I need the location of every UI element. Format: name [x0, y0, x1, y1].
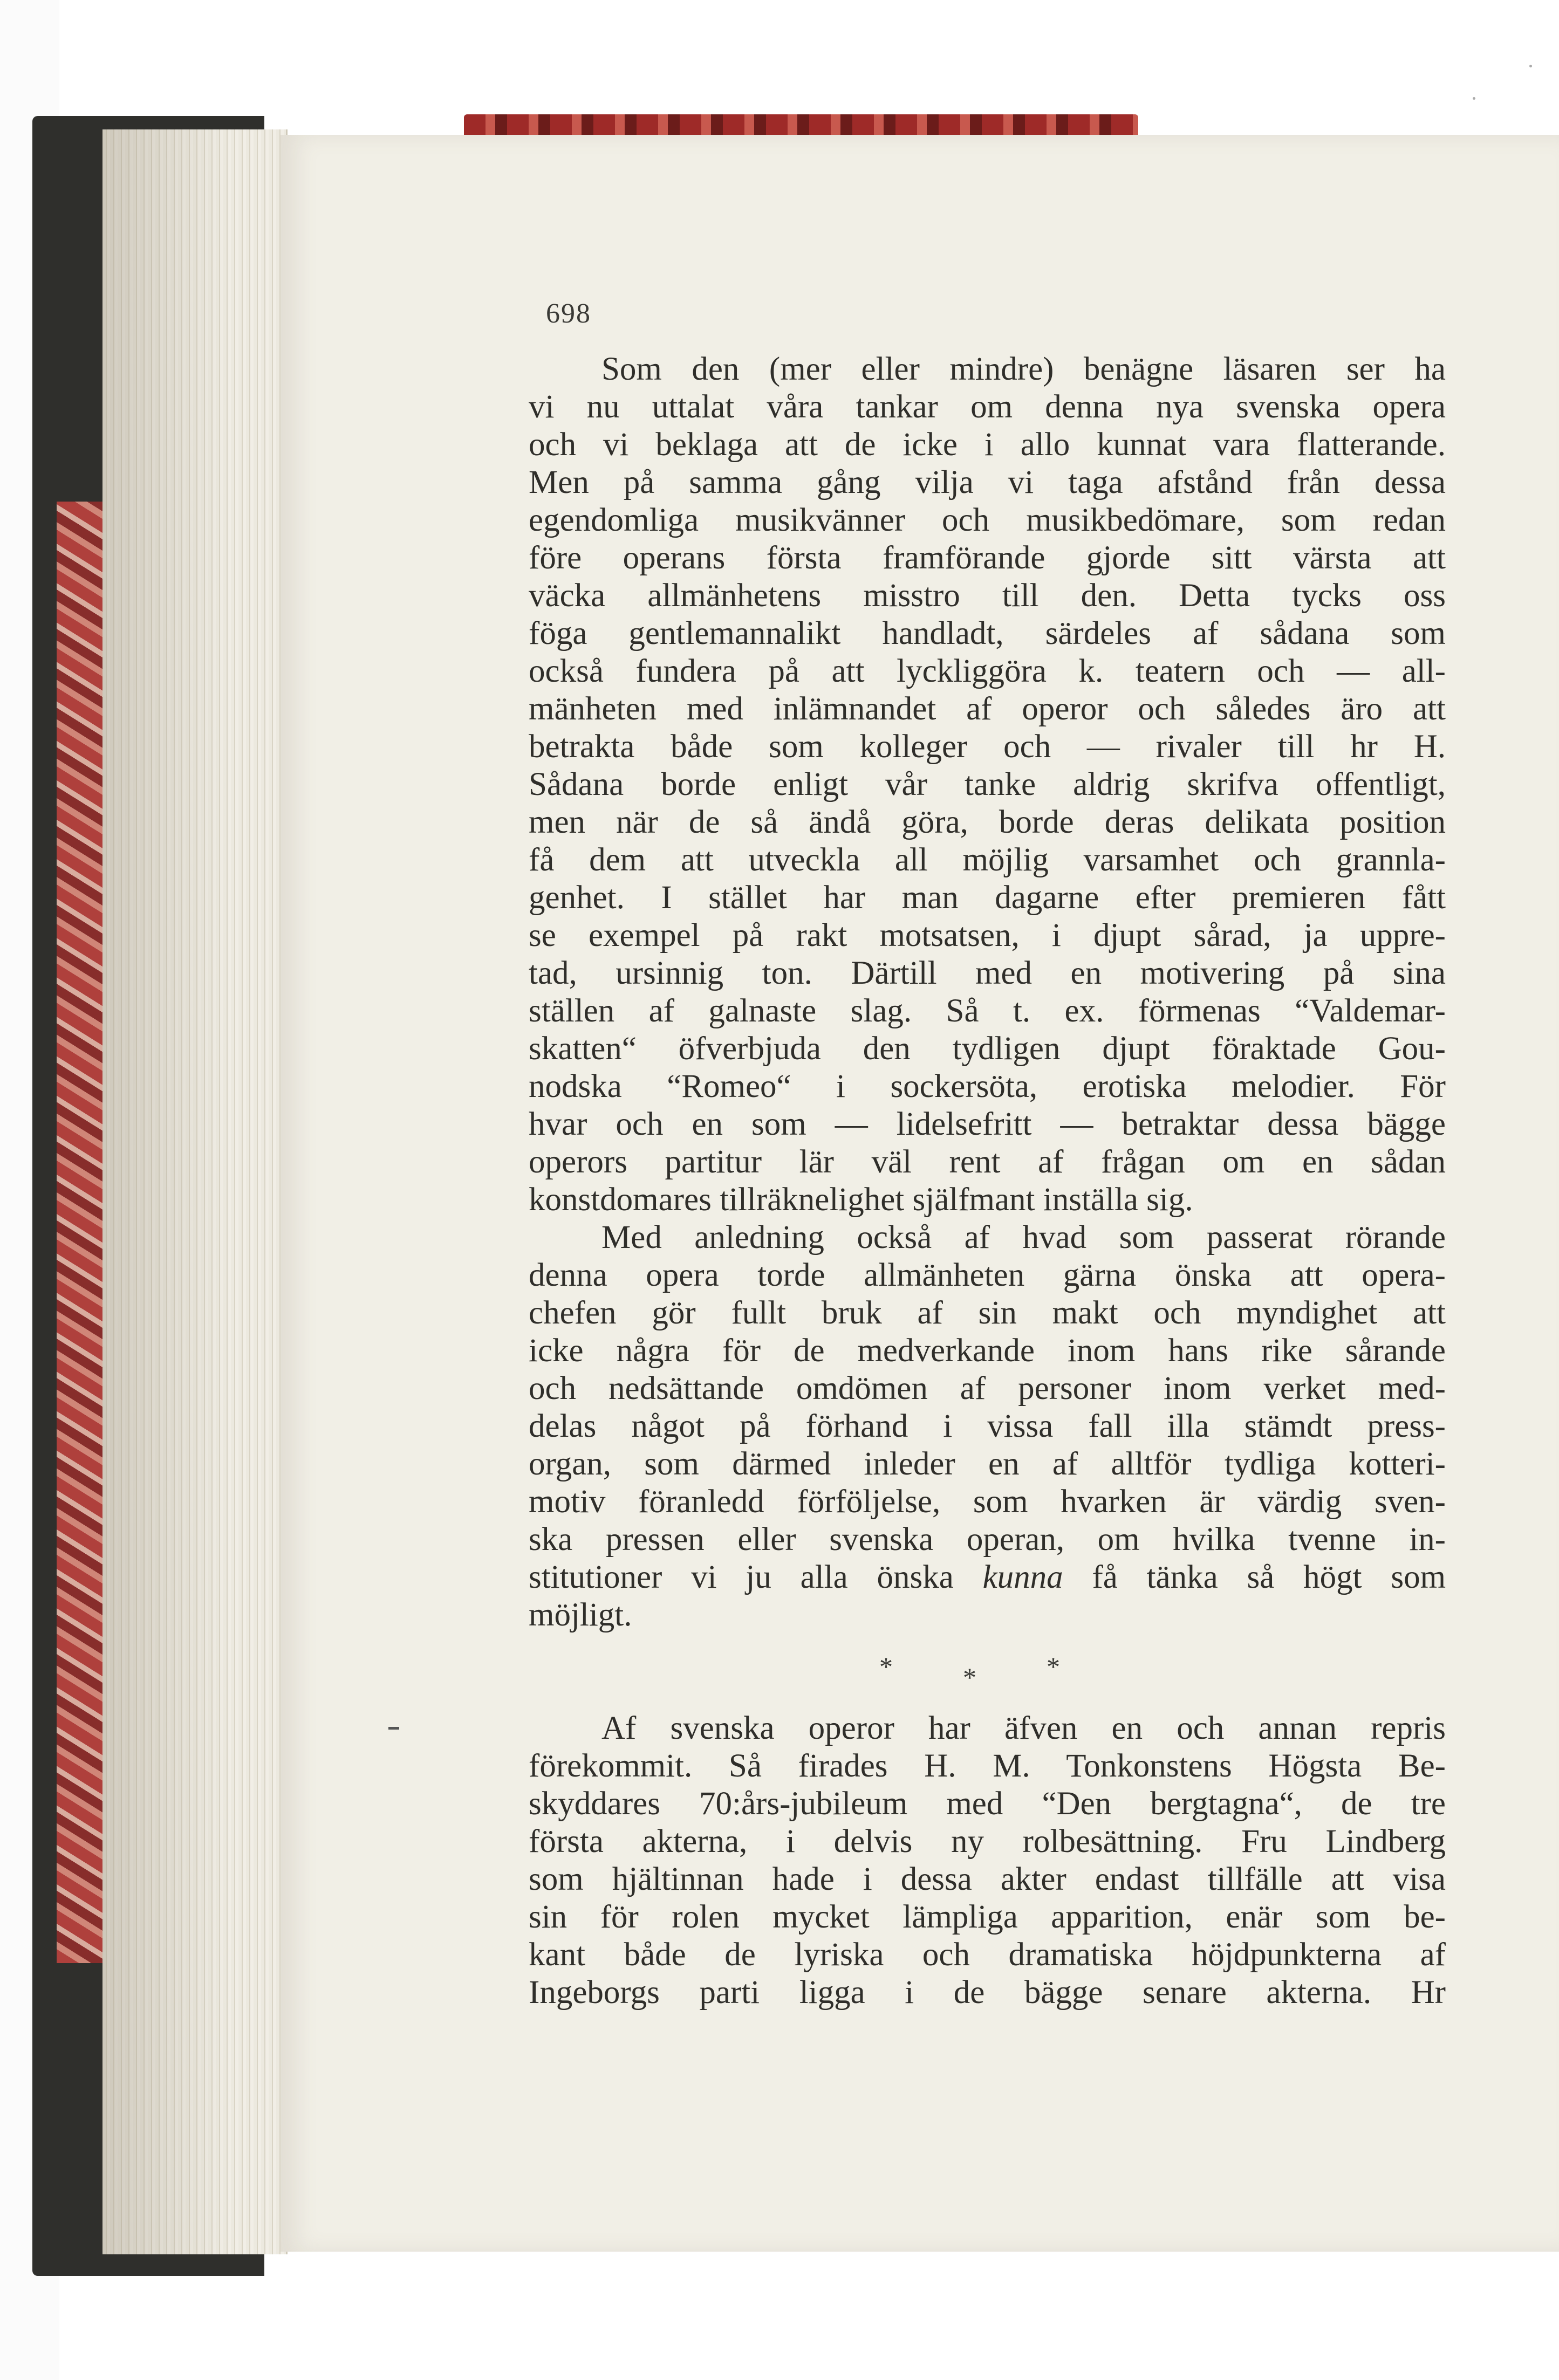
scan-speck	[1473, 97, 1475, 100]
text-line: motiv föranledd förföljelse, som hvarken är värdig sven-	[529, 1484, 1446, 1520]
text-fragment: stitutioner vi ju alla önska	[529, 1559, 954, 1595]
text-line: möjligt.	[529, 1597, 632, 1633]
text-line: ska pressen eller svenska operan, om hvilka tvenne in-	[529, 1521, 1446, 1558]
text-line: hvar och en som — lidelsefritt — betraktar dessa bägge	[529, 1106, 1446, 1142]
text-line: egendomliga musikvänner och musikbedömare, som redan	[529, 502, 1446, 538]
text-line: förekommit. Så firades H. M. Tonkonstens Högsta Be-	[529, 1748, 1446, 1784]
text-line: skatten“ öfverbjuda den tydligen djupt föraktade Gou-	[529, 1031, 1446, 1067]
text-line: första akterna, i delvis ny rolbesättning. Fru Lindberg	[529, 1823, 1446, 1860]
text-line: mänheten med inlämnandet af operor och således äro att	[529, 691, 1446, 727]
text-line: icke några för de medverkande inom hans rike sårande	[529, 1333, 1446, 1369]
text-line: Som den (mer eller mindre) benägne läsaren ser ha	[601, 351, 1446, 387]
page-number: 698	[546, 298, 591, 329]
text-line: Med anledning också af hvad som passerat rörande	[601, 1219, 1446, 1256]
text-line: kant både de lyriska och dramatiska höjdpunkterna af	[529, 1937, 1446, 1973]
text-fragment: få tänka så högt som	[1092, 1559, 1446, 1595]
text-line: väcka allmänhetens misstro till den. Detta tycks oss	[529, 578, 1446, 614]
asterisk: *	[963, 1662, 976, 1692]
paragraph-2	[529, 1219, 1446, 1634]
text-line: genhet. I stället har man dagarne efter premieren fått	[529, 880, 1446, 916]
text-line: tad, ursinnig ton. Därtill med en motivering på sina	[529, 955, 1446, 991]
section-separator	[529, 1634, 1446, 1710]
text-line: chefen gör fullt bruk af sin makt och myndighet att	[529, 1295, 1446, 1331]
text-line: se exempel på rakt motsatsen, i djupt sårad, ja uppre-	[529, 917, 1446, 954]
text-line: Men på samma gång vilja vi taga afstånd från dessa	[529, 464, 1446, 500]
text-line: också fundera på att lyckliggöra k. teatern och — all-	[529, 653, 1446, 689]
text-line: som hjältinnan hade i dessa akter endast tillfälle att visa	[529, 1861, 1446, 1897]
text-line: och vi beklaga att de icke i allo kunnat vara flatterande.	[529, 427, 1446, 463]
text-line: ställen af galnaste slag. Så t. ex. förmenas “Valdemar-	[529, 993, 1446, 1029]
asterisk: *	[1047, 1651, 1060, 1682]
text-line: operors partitur lär väl rent af frågan om en sådan	[529, 1144, 1446, 1180]
page-edges-shadow	[102, 129, 286, 2254]
paragraph-3	[529, 1710, 1446, 2012]
text-line: sin för rolen mycket lämpliga apparition, enär som be-	[529, 1899, 1446, 1935]
text-line: delas något på förhand i vissa fall illa stämdt press-	[529, 1408, 1446, 1444]
paragraph-1	[529, 351, 1446, 1219]
text-line: Af svenska operor har äfven en och annan repris	[601, 1710, 1446, 1746]
text-line: denna opera torde allmänheten gärna önska att opera-	[529, 1257, 1446, 1293]
italic-word: kunna	[982, 1559, 1063, 1595]
text-line: organ, som därmed inleder en af alltför tydliga kotteri-	[529, 1446, 1446, 1482]
text-line: skyddares 70:års-jubileum med “Den bergtagna“, de tre	[529, 1786, 1446, 1822]
text-line: Ingeborgs parti ligga i de bägge senare akterna. Hr	[529, 1974, 1446, 2011]
scan-speck	[1529, 65, 1532, 67]
text-line	[529, 1559, 1446, 1596]
page-text	[529, 351, 1446, 2012]
text-line: betrakta både som kolleger och — rivaler till hr H.	[529, 729, 1446, 765]
asterisk: *	[879, 1651, 893, 1682]
text-line: Sådana borde enligt vår tanke aldrig skrifva offentligt,	[529, 766, 1446, 803]
text-line: och nedsättande omdömen af personer inom verket med-	[529, 1370, 1446, 1407]
text-line: föga gentlemannalikt handladt, särdeles af sådana som	[529, 615, 1446, 651]
text-line: vi nu uttalat våra tankar om denna nya svenska opera	[529, 389, 1446, 425]
text-line: nodska “Romeo“ i sockersöta, erotiska melodier. För	[529, 1068, 1446, 1105]
text-line: före operans första framförande gjorde sitt värsta att	[529, 540, 1446, 576]
text-line: få dem att utveckla all möjlig varsamhet och grannla-	[529, 842, 1446, 878]
text-line: men när de så ändå göra, borde deras delikata position	[529, 804, 1446, 840]
margin-mark	[388, 1727, 399, 1730]
text-line: konstdomares tillräknelighet själfmant inställa sig.	[529, 1182, 1193, 1218]
